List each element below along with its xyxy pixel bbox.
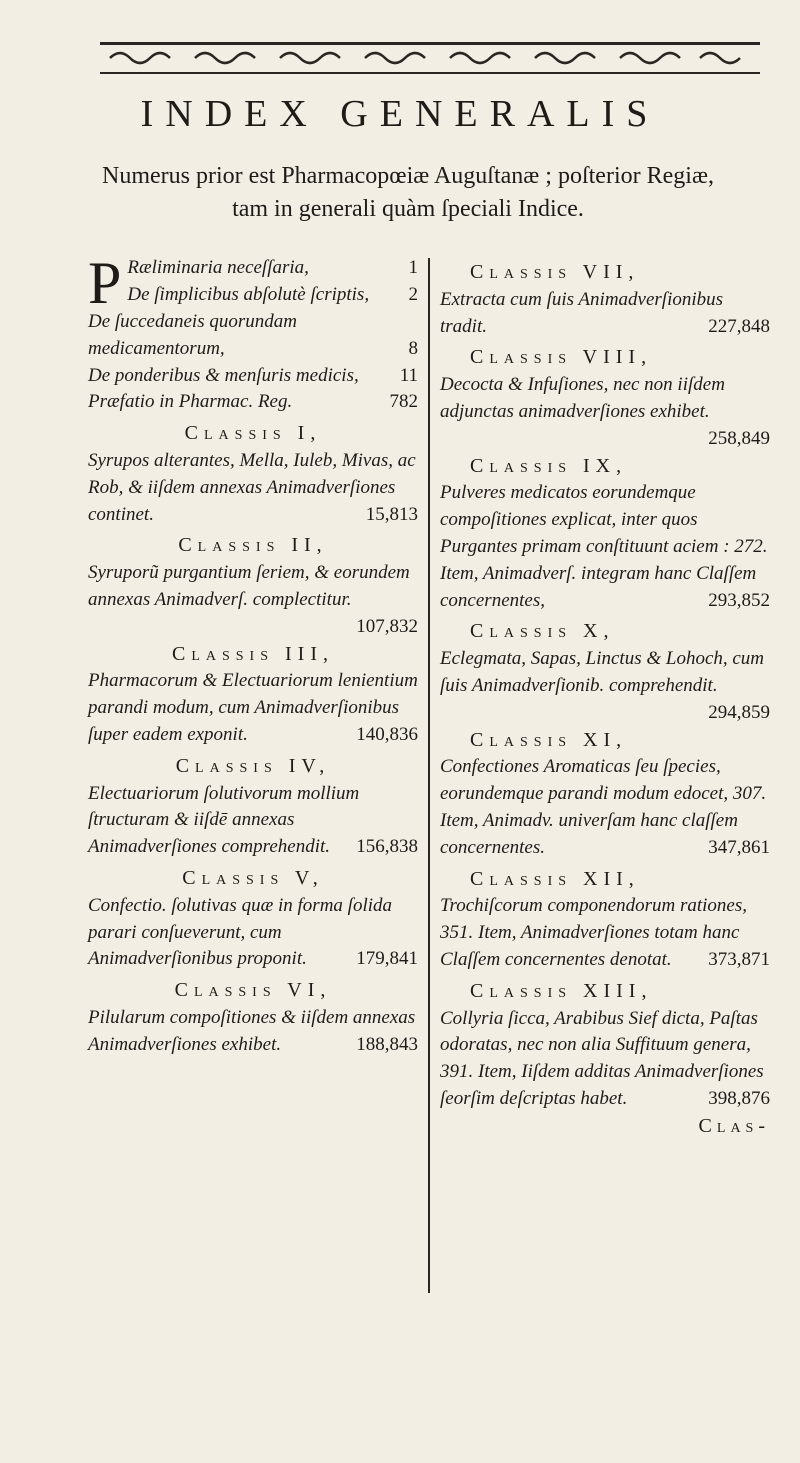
class-entry: Pulveres medicatos eorundemque compoſitiones explicat, inter quos Purgantes primam conſtituunt aciem : 272. Item, Animadverſ. integram hanc Claſſem concernentes, 293,852 <box>440 482 770 611</box>
drop-cap: P <box>88 250 122 316</box>
prelim-entry: De ponderibus & menſuris medicis, 11 <box>88 364 418 386</box>
right-column <box>440 255 770 1140</box>
class-entry: Confectio. ſolutivas quæ in forma ſolida parari conſueverunt, cum Animadverſionibus proponit. 179,841 <box>88 894 418 970</box>
class-heading: Classis XI, <box>470 728 628 751</box>
class-heading: Classis VI, <box>174 979 332 1002</box>
class-entry: Syrupos alterantes, Mella, Iuleb, Mivas, ac Rob, & iiſdem annexas Animadverſiones continet. 15,813 <box>88 449 418 525</box>
class-heading: Classis II, <box>178 534 328 557</box>
class-entry: Pilularum compoſitiones & iiſdem annexas Animadverſiones exhibet. 188,843 <box>88 1006 418 1055</box>
prelim-entry: Præfatio in Pharmac. Reg. 782 <box>88 391 418 413</box>
prelim-entry: P 1 Ræliminaria neceſſaria, <box>88 250 418 316</box>
class-entry: Confectiones Aromaticas ſeu ſpecies, eorundemque parandi modum edocet, 307. Item, Animadv. univerſam hanc claſſem concernentes. 347,861 <box>440 756 770 858</box>
intro-note: Numerus prior est Pharmacopœiæ Auguſtanæ ; poſterior Regiæ, tam in generali quàm ſpeciali Indice. <box>102 163 714 222</box>
class-heading: Classis I, <box>184 422 322 445</box>
page-title: INDEX GENERALIS <box>140 93 660 135</box>
class-heading: Classis IX, <box>470 454 628 477</box>
class-heading: Classis XII, <box>470 867 640 890</box>
prelim-entry: De ſimplicibus abſolutè ſcriptis, 2 <box>127 283 418 305</box>
class-entry: Electuariorum ſolutivorum mollium ſtructuram & iiſdē annexas Animadverſiones comprehendit. 156,838 <box>88 782 418 858</box>
class-entry: Extracta cum ſuis Animadverſionibus tradit. 227,848 <box>440 288 770 337</box>
class-heading: Classis V, <box>182 866 324 889</box>
left-column <box>88 250 418 1059</box>
prelim-entry: De ſuccedaneis quorundam medicamentorum, 8 <box>88 311 418 359</box>
class-heading: Classis X, <box>470 620 615 643</box>
catchword: Clas- <box>698 1114 770 1137</box>
class-heading: Classis IV, <box>175 754 331 777</box>
ornament-band <box>100 38 760 80</box>
class-heading: Classis III, <box>171 642 334 665</box>
class-entry: Syruporũ purgantium ſeriem, & eorundem annexas Animadverſ. complectitur. 107,832 <box>88 562 418 637</box>
class-entry: Collyria ſicca, Arabibus Sief dicta, Paſtas odoratas, nec non alia Suffituum genera, 391. Item, Iiſdem additas Animadverſiones ſeorſim deſcriptas habet. 398,876 <box>440 1007 770 1109</box>
class-heading: Classis VII, <box>470 261 640 283</box>
class-entry: Decocta & Infuſiones, nec non iiſdem adjunctas animadverſiones exhibet. 258,849 <box>440 374 770 449</box>
class-heading: Classis VIII, <box>470 346 653 369</box>
class-entry: Trochiſcorum componendorum rationes, 351. Item, Animadverſiones totam hanc Claſſem concernentes denotat. 373,871 <box>440 895 770 970</box>
class-heading: Classis XIII, <box>470 979 653 1002</box>
class-entry: Pharmacorum & Electuariorum lenientium parandi modum, cum Animadverſionibus ſuper eadem exponit. 140,836 <box>88 670 418 745</box>
class-entry: Eclegmata, Sapas, Linctus & Lohoch, cum ſuis Animadverſionib. comprehendit. 294,859 <box>440 648 770 723</box>
column-divider <box>428 258 430 1293</box>
